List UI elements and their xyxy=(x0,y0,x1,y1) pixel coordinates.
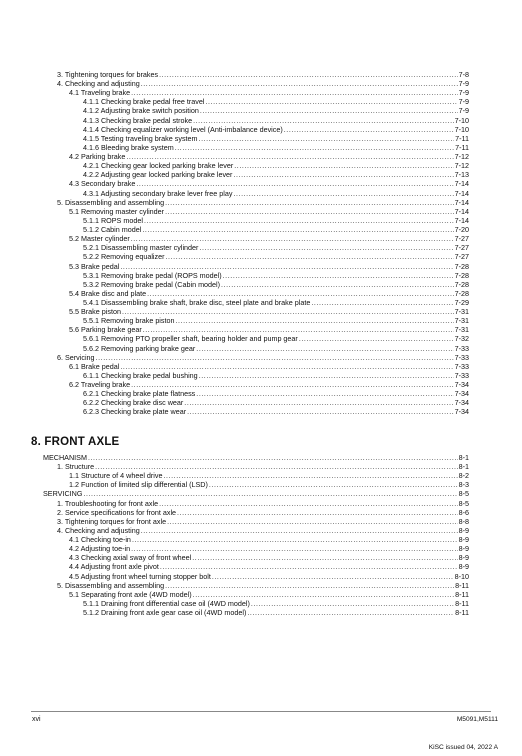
toc-entry xyxy=(57,353,469,362)
toc-entry-title: 2. Service specifications for front axle xyxy=(57,507,177,517)
toc-entry xyxy=(57,79,469,88)
toc-entry xyxy=(43,489,469,498)
toc-entry-title: 5.3.1 Removing brake pedal (ROPS model) xyxy=(83,270,222,280)
toc-entry-title: 4.3.1 Adjusting secondary brake lever free play xyxy=(83,188,233,198)
toc-entry-page: 7-28 xyxy=(454,279,469,289)
toc-entry-page: 8-6 xyxy=(458,507,469,517)
toc-entry-page: 7-33 xyxy=(454,352,469,362)
toc-entry xyxy=(83,298,469,307)
toc-entry-title: 5.6.2 Removing parking brake gear xyxy=(83,343,196,353)
toc-entry-page: 8-10 xyxy=(454,571,469,581)
toc-entry-page: 8-11 xyxy=(455,589,469,599)
toc-entry-page: 7-33 xyxy=(454,370,469,380)
toc-entry xyxy=(69,179,469,188)
toc-entry-title: 4.1.2 Adjusting brake switch position xyxy=(83,106,199,116)
toc-entry-title: 5.5 Brake piston xyxy=(69,307,121,317)
toc-entry-title: 6.1.1 Checking brake pedal bushing xyxy=(83,370,198,380)
toc-entry-title: 5.2 Master cylinder xyxy=(69,234,130,244)
toc-entry-title: 4.1.5 Testing traveling brake system xyxy=(83,133,198,143)
toc-entry xyxy=(69,362,469,371)
toc-entry-page: 7-28 xyxy=(454,270,469,280)
toc-entry xyxy=(83,216,469,225)
toc-entry-title: 6.2 Traveling brake xyxy=(69,380,131,390)
toc-entry xyxy=(83,143,469,152)
toc-entry xyxy=(57,526,469,535)
toc-entry-page: 7-9 xyxy=(458,88,469,98)
toc-entry-title: 4.3 Secondary brake xyxy=(69,179,136,189)
toc-entry-title: 5.4.1 Disassembling brake shaft, brake disc, steel plate and brake plate xyxy=(83,298,311,307)
toc-entry-page: 7-13 xyxy=(454,170,469,180)
toc-entry xyxy=(83,334,469,343)
toc-entry-page: 8-9 xyxy=(458,544,469,554)
toc-entry xyxy=(69,590,469,599)
toc-entry-title: SERVICING xyxy=(43,489,83,499)
toc-entry xyxy=(57,581,469,590)
toc-entry-title: 5.3.2 Removing brake pedal (Cabin model) xyxy=(83,279,221,289)
toc-entry-title: 3. Tightening torques for front axle xyxy=(57,516,167,526)
toc-entry-page: 7-14 xyxy=(454,197,469,207)
toc-entry-page: 8-11 xyxy=(455,580,469,590)
toc-entry xyxy=(69,234,469,243)
toc-entry-page: 8-9 xyxy=(458,553,469,563)
toc-dot-leader xyxy=(187,408,454,417)
toc-entry-page: 8-11 xyxy=(455,598,469,608)
toc-entry xyxy=(83,280,469,289)
toc-entry-page: 7-31 xyxy=(454,316,469,326)
toc-entry-title: 6. Servicing xyxy=(57,352,95,362)
toc-entry xyxy=(69,535,469,544)
toc-entry xyxy=(83,125,469,134)
toc-entry-title: 4.1.6 Bleeding brake system xyxy=(83,142,174,152)
toc-entry-title: 6.2.3 Checking brake plate wear xyxy=(83,407,187,417)
toc-entry-title: 5.3 Brake pedal xyxy=(69,261,120,271)
toc-entry-title: 6.1 Brake pedal xyxy=(69,361,120,371)
toc-entry-page: 7-33 xyxy=(454,361,469,371)
toc-entry-page: 7-14 xyxy=(454,206,469,216)
toc-entry-page: 7-27 xyxy=(454,243,469,253)
toc-entry-title: 5. Disassembling and assembling xyxy=(57,197,165,207)
toc-entry-title: 5. Disassembling and assembling xyxy=(57,580,165,590)
toc-entry-page: 7-28 xyxy=(454,261,469,271)
toc-entry-title: 4.4 Adjusting front axle pivot xyxy=(69,562,159,572)
toc-entry-title: 1.1 Structure of 4 wheel drive xyxy=(69,471,163,481)
toc-entry xyxy=(69,572,469,581)
toc-entry-page: 8-9 xyxy=(458,562,469,572)
toc-entry-title: 5.1.2 Cabin model xyxy=(83,225,142,235)
toc-entry-title: 5.1.1 ROPS model xyxy=(83,215,143,225)
toc-entry-title: 5.1.2 Draining front axle gear case oil (4WD model) xyxy=(83,608,247,618)
toc-entry xyxy=(69,480,469,489)
toc-entry xyxy=(83,608,469,617)
toc-entry-title: 4.2.1 Checking gear locked parking brake lever xyxy=(83,161,234,171)
toc-entry-page: 7-12 xyxy=(454,161,469,171)
toc-entry-page: 8-2 xyxy=(458,471,469,481)
toc-entry xyxy=(69,289,469,298)
toc-entry xyxy=(69,380,469,389)
toc-entry xyxy=(69,471,469,480)
toc-entry xyxy=(69,544,469,553)
toc-entry-title: 5.2.1 Disassembling master cylinder xyxy=(83,243,199,253)
toc-entry-page: 7-31 xyxy=(454,307,469,317)
toc-entry xyxy=(83,271,469,280)
toc-entry-title: 4.1 Traveling brake xyxy=(69,88,131,98)
toc-entry xyxy=(57,499,469,508)
toc-entry-title: 4.1.3 Checking brake pedal stroke xyxy=(83,115,193,125)
footer-page-number: xvi xyxy=(32,716,41,723)
toc-entry-page: 7-27 xyxy=(454,252,469,262)
footer-divider xyxy=(31,711,491,712)
toc-entry-page: 7-29 xyxy=(454,298,469,307)
toc-entry xyxy=(83,389,469,398)
toc-entry-title: 5.2.2 Removing equalizer xyxy=(83,252,165,262)
toc-entry xyxy=(69,88,469,97)
toc-entry-page: 7-31 xyxy=(454,325,469,335)
toc-entry xyxy=(83,316,469,325)
toc-entry-page: 7-8 xyxy=(458,70,469,79)
toc-dot-leader xyxy=(247,609,454,618)
toc-entry-page: 7-34 xyxy=(454,398,469,408)
toc-entry-title: 5.6 Parking brake gear xyxy=(69,325,142,335)
toc-entry-page: 7-12 xyxy=(454,152,469,162)
toc-entry xyxy=(83,407,469,416)
footer-model-names: M5091,M5111 xyxy=(456,716,498,723)
toc-entry xyxy=(83,371,469,380)
toc-entry xyxy=(69,207,469,216)
toc-entry-title: 4. Checking and adjusting xyxy=(57,79,140,89)
toc-entry-page: 8-1 xyxy=(458,453,469,462)
toc-entry xyxy=(57,517,469,526)
toc-entry-page: 7-9 xyxy=(458,79,469,89)
toc-entry-title: 3. Tightening torques for brakes xyxy=(57,70,159,79)
toc-entry-page: 8-5 xyxy=(458,489,469,499)
section-heading: 8. FRONT AXLE xyxy=(31,436,120,448)
toc-entry-title: 4.2 Parking brake xyxy=(69,152,126,162)
toc-entry-title: 4.3 Checking axial sway of front wheel xyxy=(69,553,192,563)
toc-entry-page: 7-11 xyxy=(455,142,469,152)
toc-entry-title: 5.4 Brake disc and plate xyxy=(69,288,147,298)
toc-entry xyxy=(69,307,469,316)
toc-entry-page: 7-20 xyxy=(454,225,469,235)
toc-entry xyxy=(83,134,469,143)
toc-entry-page: 7-9 xyxy=(458,97,469,107)
toc-entry xyxy=(83,225,469,234)
toc-entry-page: 7-14 xyxy=(454,188,469,198)
toc-entry xyxy=(43,453,469,462)
toc-entry-page: 7-10 xyxy=(454,124,469,134)
toc-entry xyxy=(83,116,469,125)
toc-entry-title: 5.1 Separating front axle (4WD model) xyxy=(69,589,192,599)
toc-entry xyxy=(83,97,469,106)
toc-entry-title: 4.2 Adjusting toe-in xyxy=(69,544,131,554)
toc-entry-title: 4.2.2 Adjusting gear locked parking brake lever xyxy=(83,170,233,180)
toc-entry xyxy=(69,562,469,571)
toc-entry-title: 4. Checking and adjusting xyxy=(57,525,140,535)
toc-entry-page: 8-9 xyxy=(458,525,469,535)
toc-entry-title: 5.1 Removing master cylinder xyxy=(69,206,165,216)
toc-entry xyxy=(69,325,469,334)
toc-entry-title: 4.1 Checking toe-in xyxy=(69,535,131,545)
toc-entry-title: 4.1.4 Checking equalizer working level (Anti-imbalance device) xyxy=(83,124,283,134)
toc-entry-page: 7-27 xyxy=(454,234,469,244)
toc-entry-page: 7-9 xyxy=(458,106,469,116)
toc-entry-title: MECHANISM xyxy=(43,453,87,462)
toc-entry-title: 4.5 Adjusting front wheel turning stopper bolt xyxy=(69,571,211,581)
toc-entry-title: 5.5.1 Removing brake piston xyxy=(83,316,175,326)
toc-entry-title: 5.6.1 Removing PTO propeller shaft, bearing holder and pump gear xyxy=(83,334,298,344)
toc-entry-page: 8-8 xyxy=(458,516,469,526)
toc-entry-page: 8-11 xyxy=(455,608,469,618)
toc-entry-page: 7-32 xyxy=(454,334,469,344)
toc-entry xyxy=(57,70,469,79)
toc-entry-page: 8-1 xyxy=(458,462,469,472)
toc-entry xyxy=(57,198,469,207)
toc-entry-page: 7-34 xyxy=(454,389,469,399)
toc-entry-page: 7-34 xyxy=(454,407,469,417)
toc-entry-page: 7-14 xyxy=(454,179,469,189)
toc-entry xyxy=(83,161,469,170)
toc-entry-page: 7-33 xyxy=(454,343,469,353)
toc-entry-page: 7-28 xyxy=(454,288,469,298)
toc-entry-page: 8-5 xyxy=(458,498,469,508)
toc-entry-page: 7-10 xyxy=(454,115,469,125)
toc-entry xyxy=(83,344,469,353)
toc-entry-page: 7-11 xyxy=(455,133,469,143)
toc-entry-page: 8-9 xyxy=(458,535,469,545)
toc-entry-title: 5.1.1 Draining front differential case oil (4WD model) xyxy=(83,598,250,608)
toc-entry-title: 1.2 Function of limited slip differential (LSD) xyxy=(69,480,208,490)
toc-entry xyxy=(83,398,469,407)
toc-entry-title: 6.2.2 Checking brake disc wear xyxy=(83,398,184,408)
toc-entry xyxy=(69,262,469,271)
toc-entry-title: 1. Structure xyxy=(57,462,95,472)
toc-entry xyxy=(83,252,469,261)
toc-entry-title: 1. Troubleshooting for front axle xyxy=(57,498,159,508)
toc-entry-page: 7-14 xyxy=(454,215,469,225)
toc-entry-page: 7-34 xyxy=(454,380,469,390)
toc-entry xyxy=(83,599,469,608)
toc-entry xyxy=(83,243,469,252)
toc-entry xyxy=(69,553,469,562)
toc-entry xyxy=(83,170,469,179)
toc-entry xyxy=(83,106,469,115)
toc-entry-page: 8-3 xyxy=(458,480,469,490)
toc-entry xyxy=(69,152,469,161)
toc-entry-title: 4.1.1 Checking brake pedal free travel xyxy=(83,97,205,107)
footer-issue-note: KiSC issued 04, 2022 A xyxy=(428,744,498,751)
toc-entry-title: 6.2.1 Checking brake plate flatness xyxy=(83,389,196,399)
toc-entry xyxy=(57,508,469,517)
toc-entry xyxy=(83,189,469,198)
toc-entry xyxy=(57,462,469,471)
